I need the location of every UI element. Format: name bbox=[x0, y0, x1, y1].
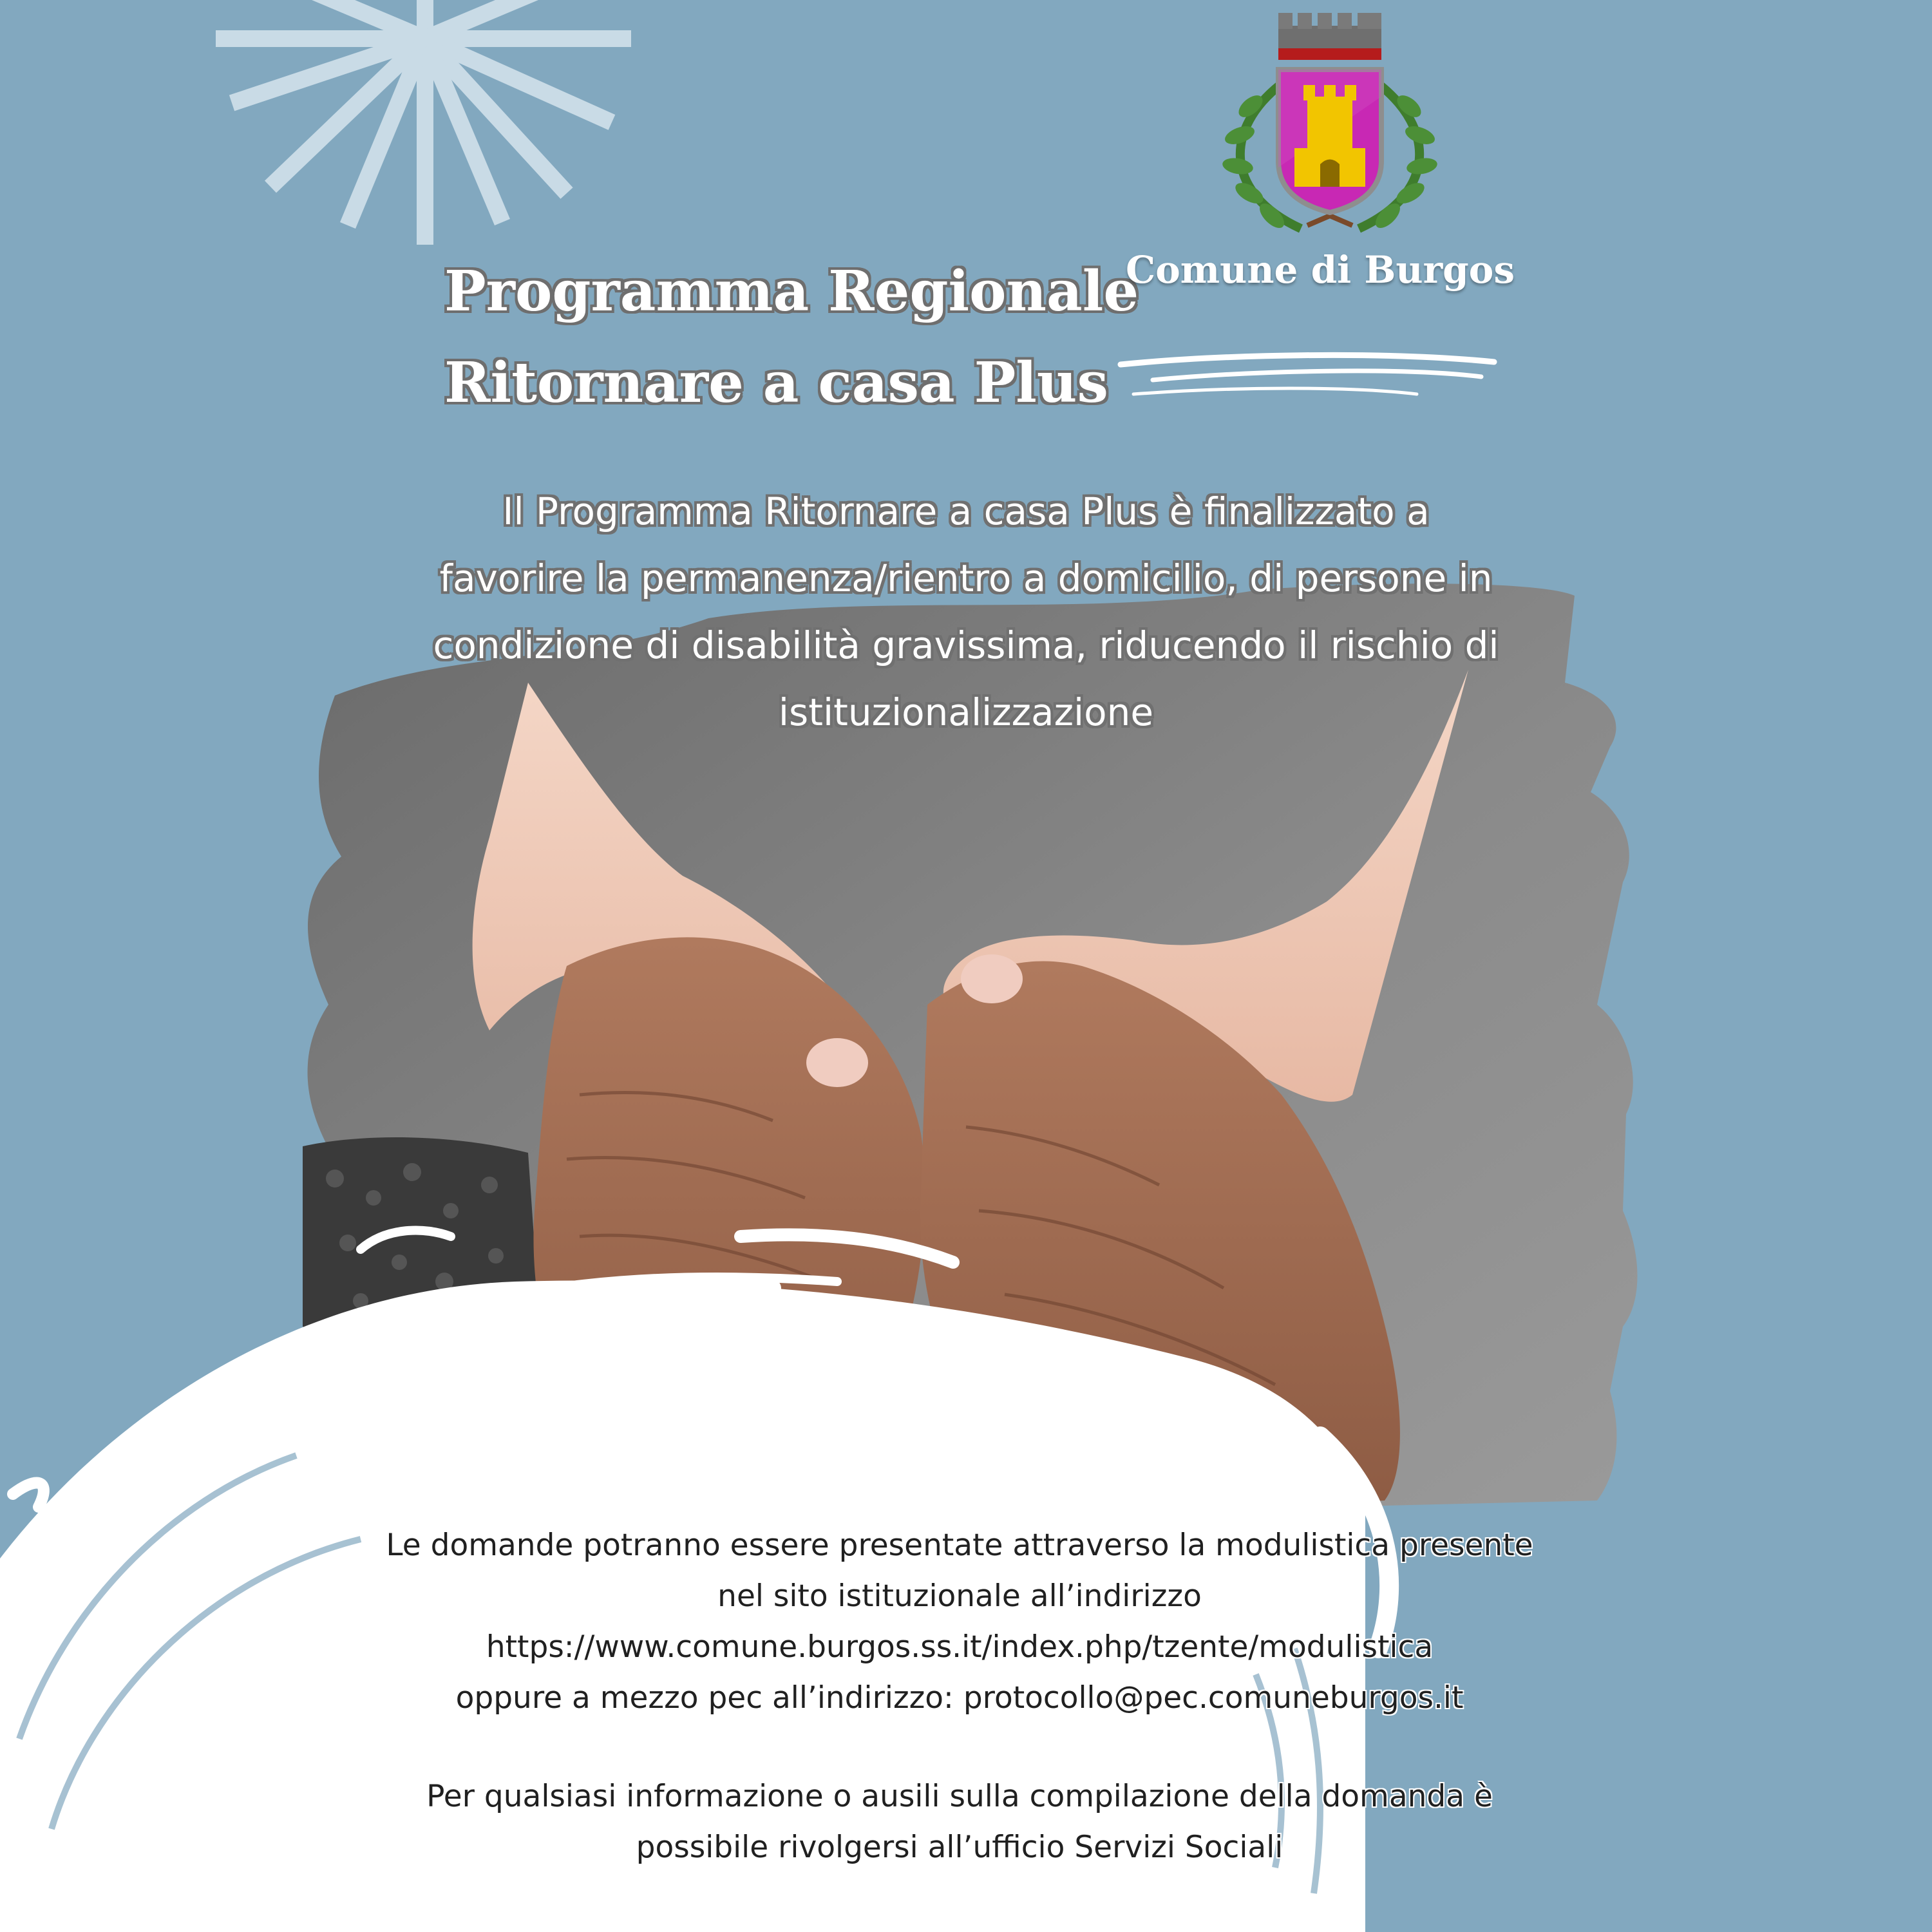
coat-of-arms-icon bbox=[1221, 13, 1438, 232]
description-line: istituzionalizzazione bbox=[778, 690, 1154, 734]
program-description bbox=[361, 478, 1571, 746]
application-line: Le domande potranno essere presentate attraverso la modulistica presente bbox=[386, 1528, 1533, 1563]
contact-info bbox=[348, 1771, 1571, 1873]
municipality-name: Comune di Burgos bbox=[1125, 248, 1515, 292]
brush-underline-icon bbox=[1121, 355, 1494, 394]
application-line: nel sito istituzionale all’indirizzo bbox=[717, 1578, 1202, 1614]
sunburst-icon bbox=[216, 0, 631, 245]
contact-line: possibile rivolgersi all’ufficio Servizi Sociali bbox=[636, 1830, 1283, 1865]
description-line: Il Programma Ritornare a casa Plus è finalizzato a bbox=[502, 489, 1430, 533]
description-line: favorire la permanenza/rientro a domicilio, di persone in bbox=[439, 556, 1493, 600]
title-line-1: Programma Regionale bbox=[444, 259, 1139, 324]
description-line: condizione di disabilità gravissima, riducendo il rischio di bbox=[433, 623, 1499, 667]
title-line-2: Ritornare a casa Plus bbox=[444, 350, 1108, 415]
application-pec[interactable]: oppure a mezzo pec all’indirizzo: protocollo@pec.comuneburgos.it bbox=[455, 1680, 1464, 1716]
application-url[interactable]: https://www.comune.burgos.ss.it/index.php/tzente/modulistica bbox=[486, 1629, 1434, 1665]
application-info bbox=[348, 1520, 1571, 1723]
contact-line: Per qualsiasi informazione o ausili sulla compilazione della domanda è bbox=[426, 1779, 1493, 1814]
